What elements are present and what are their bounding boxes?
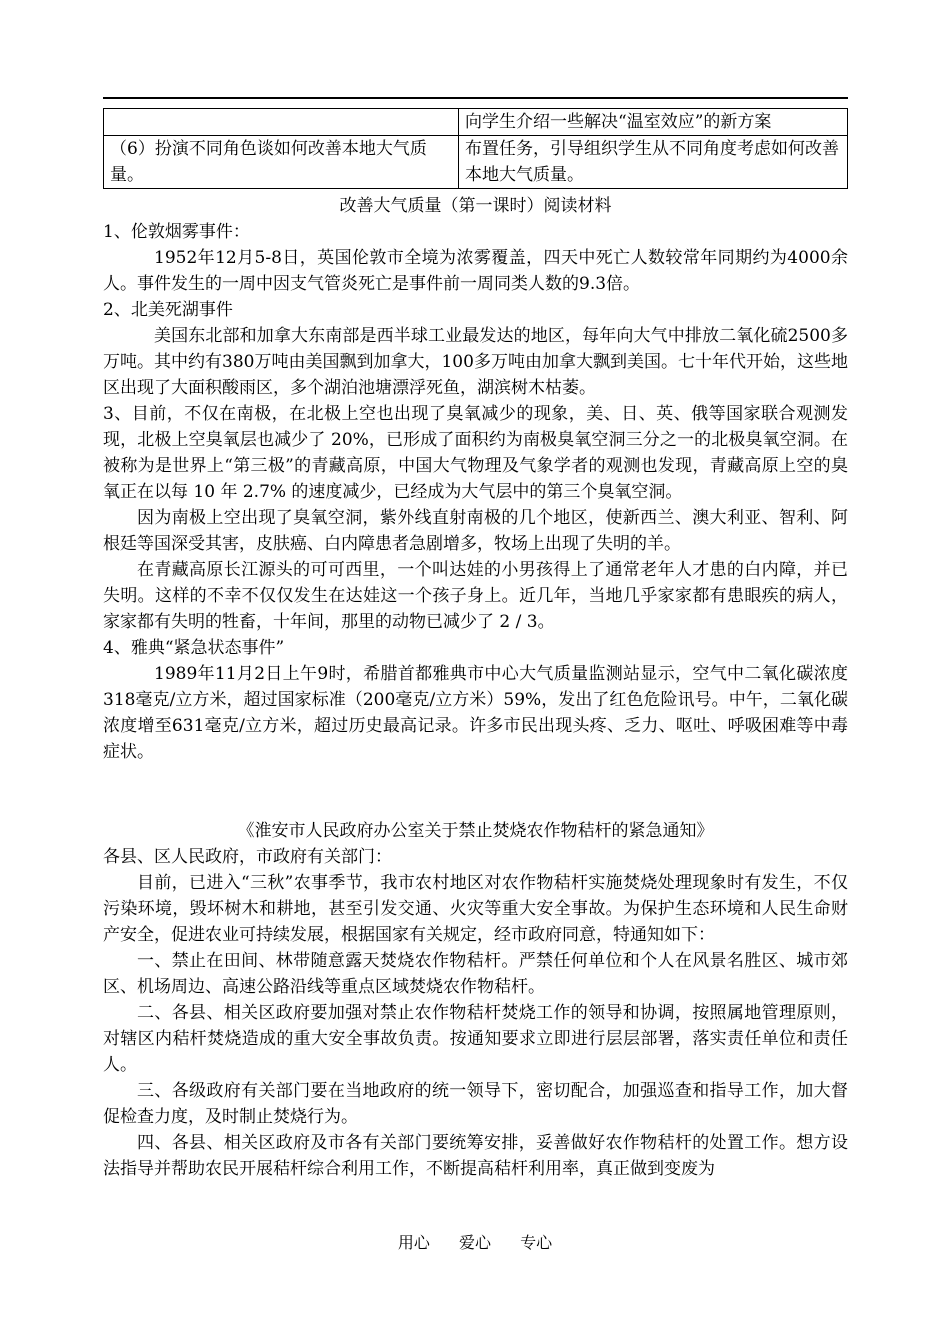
notice-addressee: 各县、区人民政府，市政府有关部门： — [103, 847, 392, 867]
page-footer — [0, 1230, 950, 1253]
paragraph: 因为南极上空出现了臭氧空洞，紫外线直射南极的几个地区，使新西兰、澳大利亚、智利、阿根廷等国深受其害，皮肤癌、白内障患者急剧增多，牧场上出现了失明的羊。 — [103, 508, 848, 554]
table-row — [104, 136, 848, 189]
notice-item: 二、各县、相关区政府要加强对禁止农作物秸杆焚烧工作的领导和协调，按照属地管理原则，对辖区内秸杆焚烧造成的重大安全事故负责。按通知要求立即进行层层部署，落实责任单位和责任人。 — [103, 1003, 848, 1075]
paragraph: 在青藏高原长江源头的可可西里，一个叫达娃的小男孩得上了通常老年人才患的白内障，并已失明。这样的不幸不仅仅发生在达娃这一个孩子身上。近几年，当地几乎家家都有患眼疾的病人，家家都有失明的牲畜，十年间，那里的动物已减少了 2 / 3。 — [103, 560, 848, 632]
footer-word: 爱心 — [458, 1233, 491, 1252]
reading-section — [103, 193, 848, 765]
notice-title: 《淮安市人民政府办公室关于禁止焚烧农作物秸杆的紧急通知》 — [237, 821, 714, 841]
heading-dead-lakes: 2、北美死湖事件 — [103, 300, 233, 320]
notice-item: 三、各级政府有关部门要在当地政府的统一领导下，密切配合，加强巡查和指导工作，加大督促检查力度，及时制止焚烧行为。 — [103, 1081, 848, 1127]
notice-item: 一、禁止在田间、林带随意露天焚烧农作物秸杆。严禁任何单位和个人在风景名胜区、城市郊区、机场周边、高速公路沿线等重点区域焚烧农作物秸杆。 — [103, 951, 848, 997]
table-cell: 向学生介绍一些解决“温室效应”的新方案 — [459, 109, 848, 136]
footer-word: 用心 — [397, 1233, 430, 1252]
paragraph: 1952年12月5-8日，英国伦敦市全境为浓雾覆盖，四天中死亡人数较常年同期约为4000余人。事件发生的一周中因支气管炎死亡是事件前一周同类人数的9.3倍。 — [103, 248, 848, 294]
heading-london: 1、伦敦烟雾事件： — [103, 222, 250, 242]
paragraph: 美国东北部和加拿大东南部是西半球工业最发达的地区，每年向大气中排放二氧化硫2500多万吨。其中约有380万吨由美国飘到加拿大，100多万吨由加拿大飘到美国。七十年代开始，这些地区出现了大面积酸雨区，多个湖泊池塘漂浮死鱼，湖滨树木枯萎。 — [103, 326, 848, 398]
footer-word: 专心 — [520, 1233, 553, 1252]
header-rule — [103, 97, 848, 99]
table-cell: 布置任务，引导组织学生从不同角度考虑如何改善本地大气质量。 — [459, 136, 848, 189]
table-row — [104, 109, 848, 136]
notice-item: 四、各县、相关区政府及市各有关部门要统筹安排，妥善做好农作物秸杆的处置工作。想方设法指导并帮助农民开展秸杆综合利用工作，不断提高秸杆利用率，真正做到变废为 — [103, 1133, 848, 1179]
notice-section — [103, 818, 848, 1182]
lesson-table — [103, 108, 848, 189]
paragraph: 3、目前，不仅在南极，在北极上空也出现了臭氧减少的现象，美、日、英、俄等国家联合观测发现，北极上空臭氧层也减少了 20%，已形成了面积约为南极臭氧空洞三分之一的北极臭氧空洞。在被称为是世界上“第三极”的青藏高原，中国大气物理及气象学者的观测也发现，青藏高原上空的臭氧正在以每 10 年 2.7% 的速度减少，已经成为大气层中的第三个臭氧空洞。 — [103, 404, 848, 502]
heading-athens: 4、雅典“紧急状态事件” — [103, 638, 285, 658]
paragraph: 1989年11月2日上午9时，希腊首都雅典市中心大气质量监测站显示，空气中二氧化碳浓度318毫克/立方米，超过国家标准（200毫克/立方米）59%，发出了红色危险讯号。中午，二氧化碳浓度增至631毫克/立方米，超过历史最高记录。许多市民出现头疼、乏力、呕吐、呼吸困难等中毒症状。 — [103, 664, 848, 762]
paragraph: 目前，已进入“三秋”农事季节，我市农村地区对农作物秸杆实施焚烧处理现象时有发生，不仅污染环境，毁坏树木和耕地，甚至引发交通、火灾等重大安全事故。为保护生态环境和人民生命财产安全，促进农业可持续发展，根据国家有关规定，经市政府同意，特通知如下： — [103, 873, 848, 945]
reading-title: 改善大气质量（第一课时）阅读材料 — [339, 196, 612, 216]
table-cell — [104, 109, 459, 136]
table-cell: （6）扮演不同角色谈如何改善本地大气质量。 — [104, 136, 459, 189]
